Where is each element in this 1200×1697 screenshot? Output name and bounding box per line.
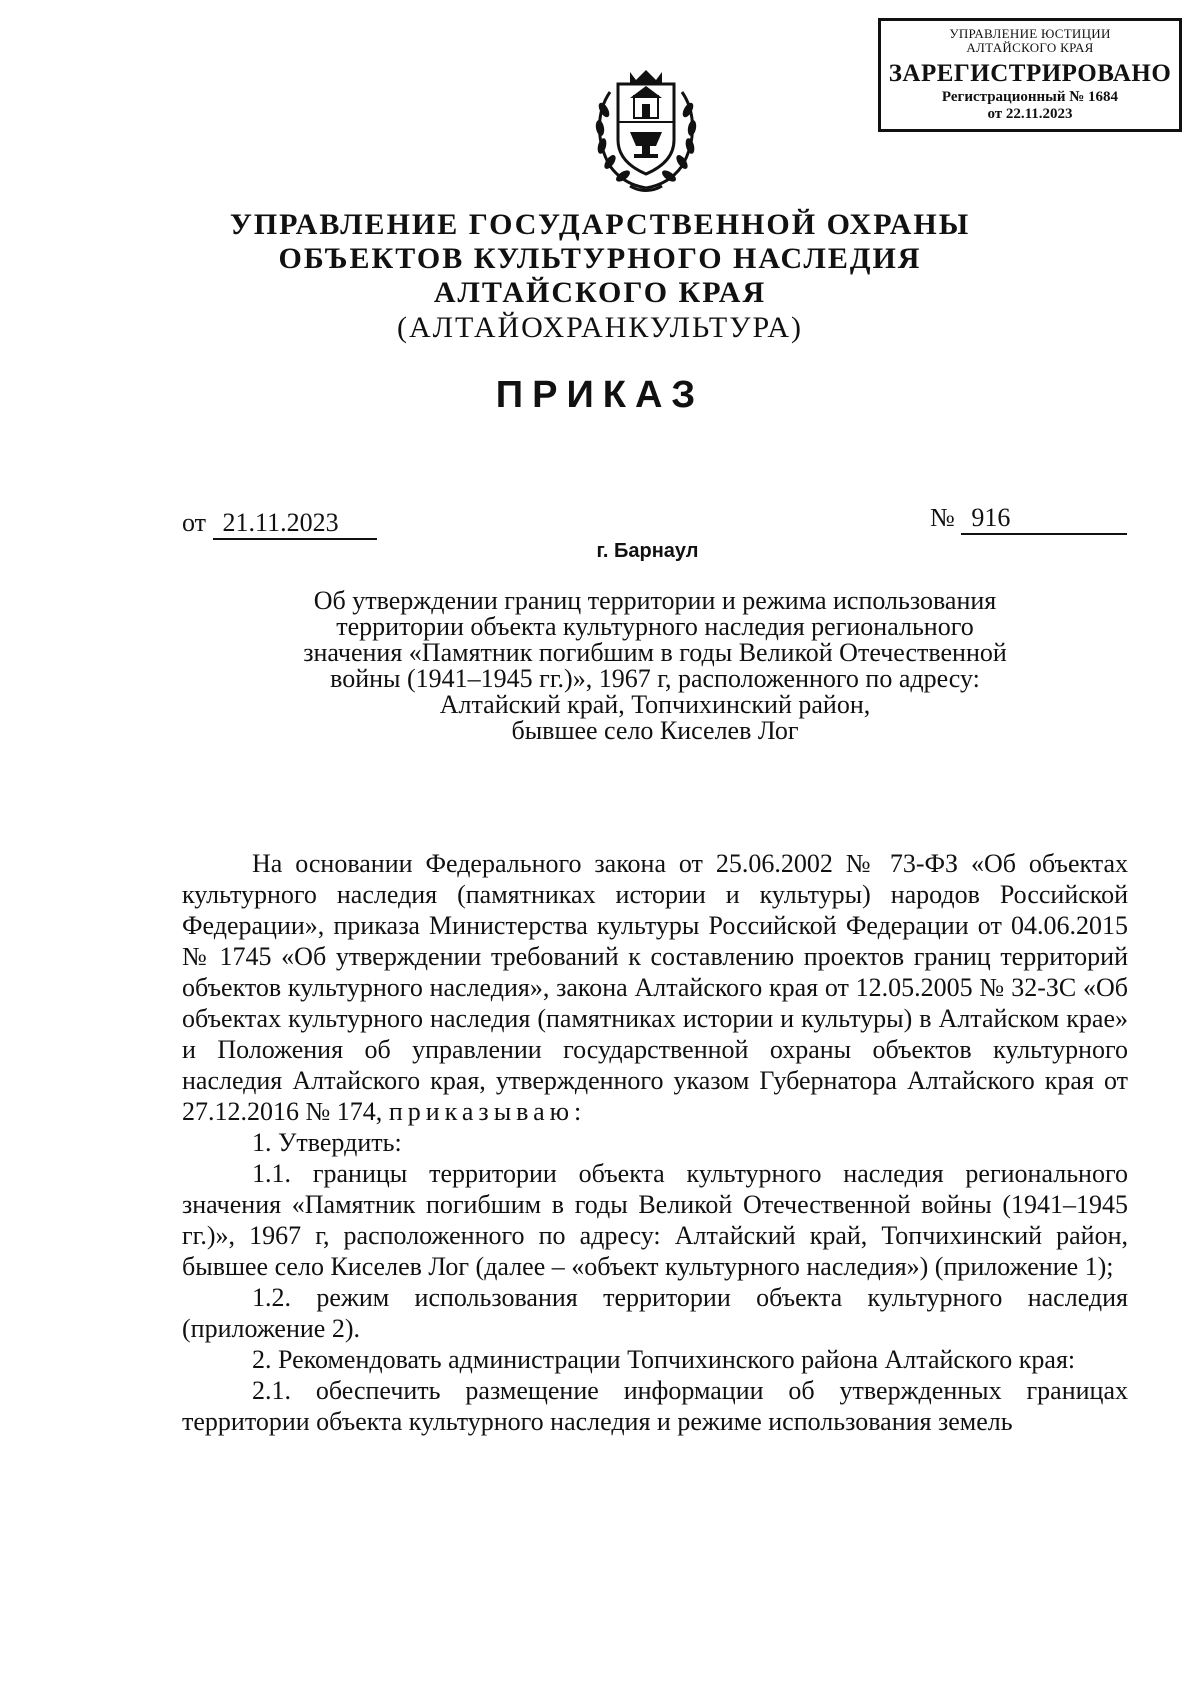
- subject-line: значения «Памятник погибшим в годы Великой Отечественной: [303, 638, 1007, 667]
- item-1-1: 1.1. границы территории объекта культурного наследия регионального значения «Памятник погибшим в годы Великой Отечественной войны (1941–1945 гг.)», 1967 г, расположенного по адресу: Алтайский край, Топчихинский район, бывшее село Киселев Лог (далее – «объект культурного наследия») (приложение 1);: [182, 1159, 1128, 1281]
- preamble-paragraph: [182, 848, 1128, 1127]
- stamp-authority-line1: УПРАВЛЕНИЕ ЮСТИЦИИ: [949, 26, 1111, 41]
- order-date-prefix: от: [182, 508, 207, 537]
- coat-of-arms-icon: [590, 62, 702, 194]
- subject-line: Об утверждении границ территории и режима использования: [313, 586, 997, 615]
- order-date-value: 21.11.2023: [213, 508, 377, 540]
- org-short-name: (АЛТАЙОХРАНКУЛЬТУРА): [397, 311, 803, 344]
- order-body: [182, 848, 1128, 1437]
- order-subject: [240, 588, 1070, 744]
- document-type-title: ПРИКАЗ: [495, 374, 705, 416]
- stamp-reg-number: Регистрационный № 1684: [941, 89, 1119, 105]
- org-name-line1: УПРАВЛЕНИЕ ГОСУДАРСТВЕННОЙ ОХРАНЫ: [229, 208, 971, 241]
- order-number-prefix: №: [930, 503, 955, 532]
- item-1-2: 1.2. режим использования территории объекта культурного наследия (приложение 2).: [182, 1283, 1128, 1343]
- item-2: 2. Рекомендовать администрации Топчихинского района Алтайского края:: [252, 1345, 1076, 1374]
- order-number-value: 916: [961, 503, 1127, 535]
- subject-line: территории объекта культурного наследия регионального: [336, 612, 974, 641]
- document-header: [0, 208, 1200, 346]
- subject-line: Алтайский край, Топчихинский район,: [439, 690, 871, 719]
- preamble-text: На основании Федерального закона от 25.06.2002 № 73-ФЗ «Об объектах культурного наследия (памятниках истории и культуры) народов Российской Федерации», приказа Министерства культуры Российской Федерации от 04.06.2015 № 1745 «Об утверждении требований к составлению проектов границ территорий объектов культурного наследия», закона Алтайского края от 12.05.2005 № 32-ЗС «Об объектах культурного наследия (памятниках истории и культуры) в Алтайском крае» и Положения об управлении государственной охраны объектов культурного наследия Алтайского края, утвержденного указом Губернатора Алтайского края от 27.12.2016 № 174,: [182, 849, 1128, 1126]
- order-word: приказываю:: [388, 1097, 587, 1126]
- stamp-reg-date: от 22.11.2023: [987, 106, 1073, 122]
- item-1: 1. Утвердить:: [252, 1128, 402, 1157]
- subject-line: бывшее село Киселев Лог: [511, 716, 799, 745]
- order-number-field: [930, 503, 1127, 535]
- registration-stamp: [878, 18, 1182, 132]
- org-name-line2: ОБЪЕКТОВ КУЛЬТУРНОГО НАСЛЕДИЯ: [278, 242, 922, 275]
- stamp-status: ЗАРЕГИСТРИРОВАНО: [888, 60, 1172, 87]
- order-date-field: [182, 508, 377, 540]
- subject-line: войны (1941–1945 гг.)», 1967 г, расположенного по адресу:: [330, 664, 980, 693]
- stamp-authority-line2: АЛТАЙСКОГО КРАЯ: [966, 40, 1094, 55]
- org-name-line3: АЛТАЙСКОГО КРАЯ: [433, 276, 767, 309]
- order-city: г. Барнаул: [596, 540, 699, 562]
- item-2-1: 2.1. обеспечить размещение информации об утвержденных границах территории объекта культурного наследия и режиме использования земель: [182, 1376, 1128, 1436]
